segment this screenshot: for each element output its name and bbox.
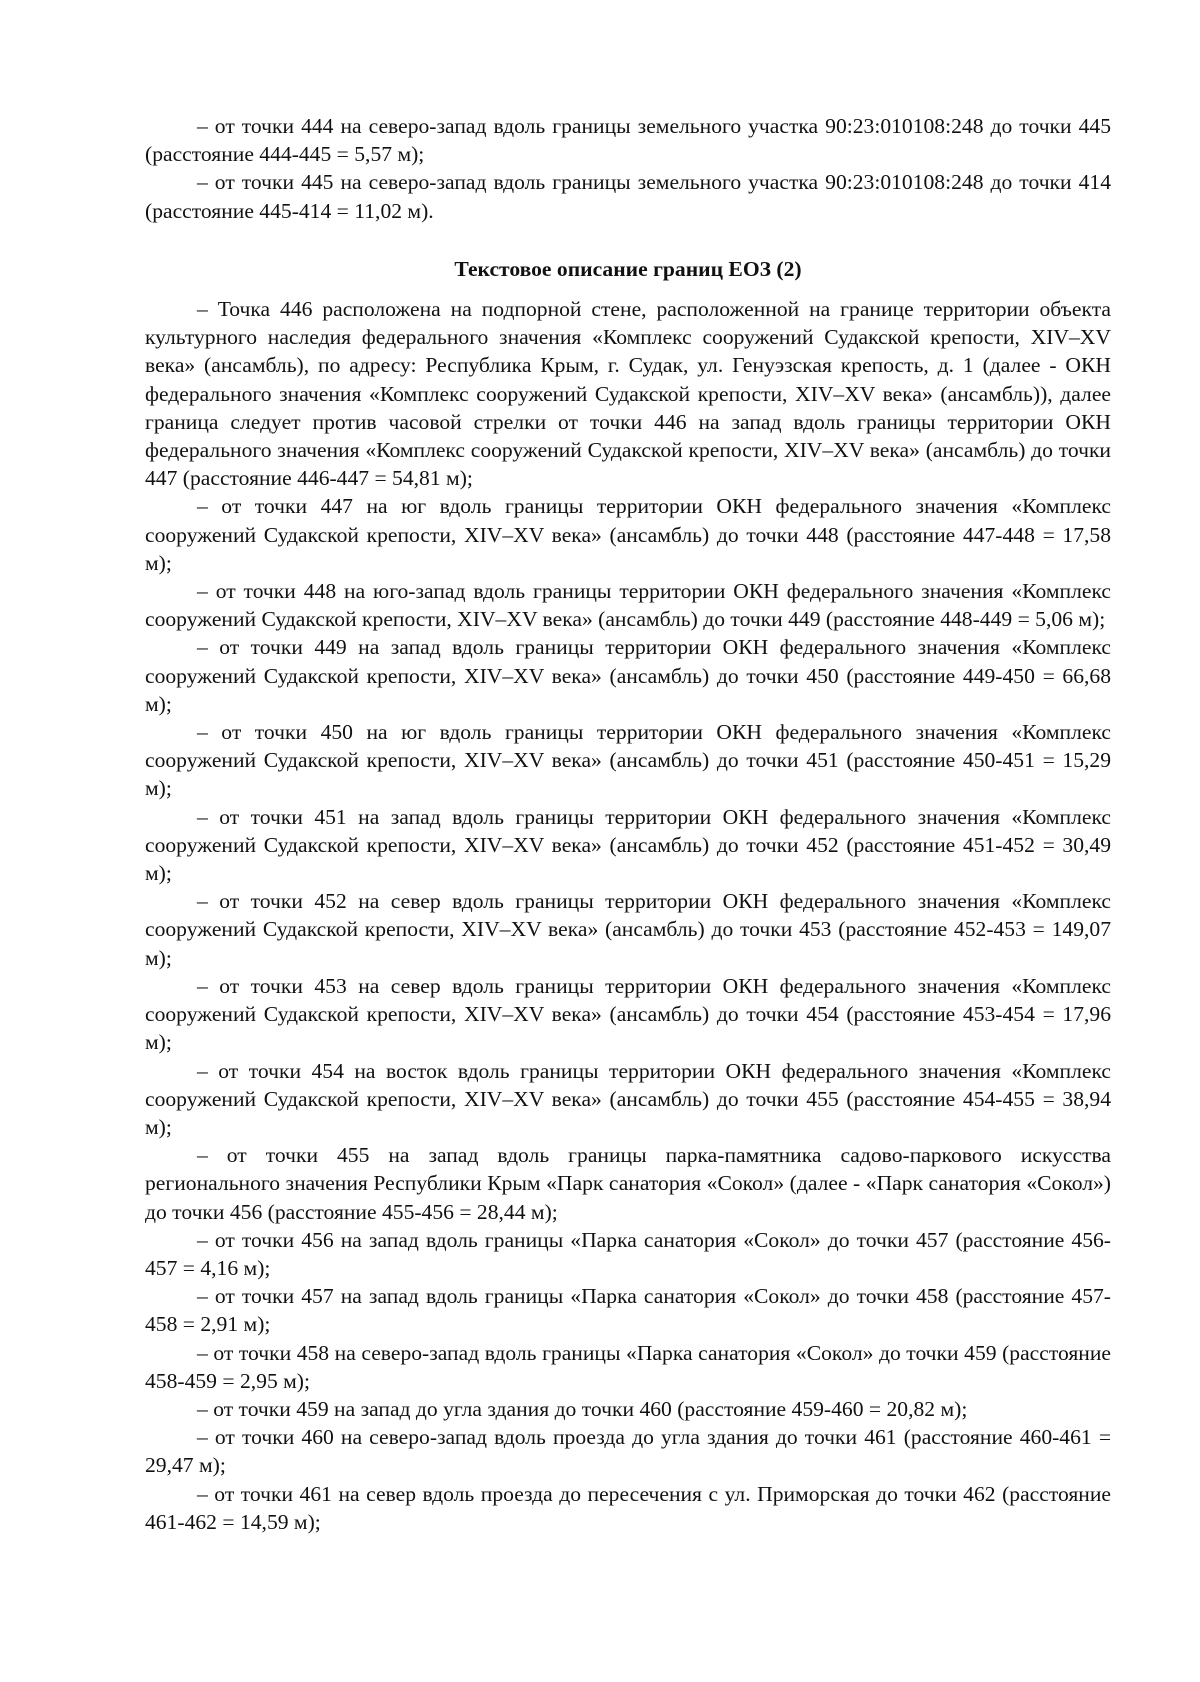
paragraph: – от точки 457 на запад вдоль границы «Парка санатория «Сокол» до точки 458 (расстояние 457-458 = 2,91 м); [145,1284,1111,1337]
paragraph: – от точки 458 на северо-запад вдоль границы «Парка санатория «Сокол» до точки 459 (расстояние 458-459 = 2,95 м); [145,1340,1111,1393]
paragraph: – от точки 451 на запад вдоль границы территории ОКН федерального значения «Комплекс сооружений Судакской крепости, XIV–XV века» (ансамбль) до точки 452 (расстояние 451-452 = 30,49 м); [145,804,1111,886]
paragraph: – от точки 453 на север вдоль границы территории ОКН федерального значения «Комплекс сооружений Судакской крепости, XIV–XV века» (ансамбль) до точки 454 (расстояние 453-454 = 17,96 м); [145,973,1111,1055]
paragraph: – Точка 446 расположена на подпорной стене, расположенной на границе территории объекта культурного наследия федерального значения «Комплекс сооружений Судакской крепости, XIV–XV века» (ансамбль), по адресу: Республика Крым, г. Судак, ул. Генуэзская крепость, д. 1 (далее - ОКН федерального значения «Комплекс сооружений Судакской крепости, XIV–XV века» (ансамбль)), далее граница следует против часовой стрелки от точки 446 на запад вдоль границы территории ОКН федерального значения «Комплекс сооружений Судакской крепости, XIV–XV века» (ансамбль) до точки 447 (расстояние 446-447 = 54,81 м); [145,297,1111,491]
paragraph: – от точки 449 на запад вдоль границы территории ОКН федерального значения «Комплекс сооружений Судакской крепости, XIV–XV века» (ансамбль) до точки 450 (расстояние 449-450 = 66,68 м); [145,635,1111,716]
paragraph: – от точки 459 на запад до угла здания до точки 460 (расстояние 459-460 = 20,82 м); [197,1396,968,1421]
document-page [145,112,1111,1536]
paragraph: – от точки 461 на север вдоль проезда до пересечения с ул. Приморская до точки 462 (расстояние 461-462 = 14,59 м); [145,1481,1111,1534]
paragraph: – от точки 460 на северо-запад вдоль проезда до угла здания до точки 461 (расстояние 460-461 = 29,47 м); [145,1425,1111,1478]
paragraph: – от точки 452 на север вдоль границы территории ОКН федерального значения «Комплекс сооружений Судакской крепости, XIV–XV века» (ансамбль) до точки 453 (расстояние 452-453 = 149,07 м); [145,889,1111,970]
paragraph: – от точки 450 на юг вдоль границы территории ОКН федерального значения «Комплекс сооружений Судакской крепости, XIV–XV века» (ансамбль) до точки 451 (расстояние 450-451 = 15,29 м); [145,720,1111,801]
paragraph: – от точки 445 на северо-запад вдоль границы земельного участка 90:23:010108:248 до точки 414 (расстояние 445-414 = 11,02 м). [145,170,1111,223]
section-heading: Текстовое описание границ ЕОЗ (2) [454,256,802,281]
paragraph: – от точки 447 на юг вдоль границы территории ОКН федерального значения «Комплекс сооружений Судакской крепости, XIV–XV века» (ансамбль) до точки 448 (расстояние 447-448 = 17,58 м); [145,494,1111,575]
paragraph: – от точки 454 на восток вдоль границы территории ОКН федерального значения «Комплекс сооружений Судакской крепости, XIV–XV века» (ансамбль) до точки 455 (расстояние 454-455 = 38,94 м); [145,1058,1111,1139]
paragraph: – от точки 444 на северо-запад вдоль границы земельного участка 90:23:010108:248 до точки 445 (расстояние 444-445 = 5,57 м); [145,114,1111,167]
paragraph: – от точки 456 на запад вдоль границы «Парка санатория «Сокол» до точки 457 (расстояние 456-457 = 4,16 м); [145,1227,1111,1280]
paragraph: – от точки 455 на запад вдоль границы парка-памятника садово-паркового искусства регионального значения Республики Крым «Парк санатория «Сокол» (далее - «Парк санатория «Сокол») до точки 456 (расстояние 455-456 = 28,44 м); [145,1143,1111,1224]
paragraph: – от точки 448 на юго-запад вдоль границы территории ОКН федерального значения «Комплекс сооружений Судакской крепости, XIV–XV века» (ансамбль) до точки 449 (расстояние 448-449 = 5,06 м); [145,579,1111,632]
